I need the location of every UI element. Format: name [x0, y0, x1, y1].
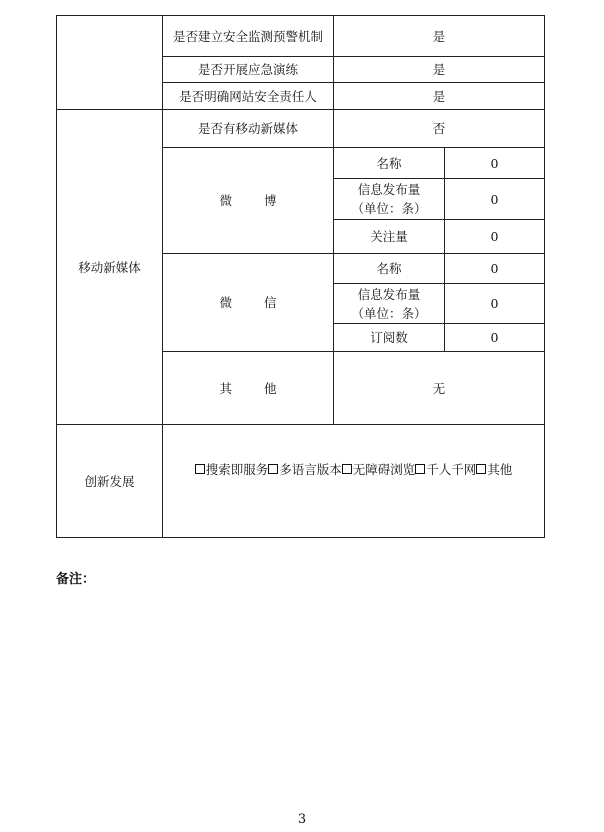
- option-other[interactable]: 其他: [476, 460, 512, 478]
- wechat-name-label: 名称: [376, 261, 402, 276]
- checkbox-icon[interactable]: [268, 464, 278, 474]
- weibo-posts-value: 0: [490, 191, 499, 207]
- other-media-value: 无: [432, 380, 446, 396]
- security-owner-value: 是: [432, 88, 446, 104]
- has-mobile-media-label: 是否有移动新媒体: [197, 121, 298, 136]
- wechat-label: 微 信: [219, 295, 291, 310]
- has-mobile-media-value: 否: [432, 121, 446, 136]
- wechat-subscribe-label: 订阅数: [370, 330, 408, 345]
- other-media-label: 其 他: [219, 380, 291, 396]
- checkbox-icon[interactable]: [195, 464, 205, 474]
- wechat-posts-value: 0: [490, 296, 499, 311]
- innovation-options: [163, 460, 544, 478]
- option-multilingual[interactable]: 多语言版本: [268, 460, 342, 478]
- checkbox-icon[interactable]: [342, 464, 352, 474]
- security-monitoring-value: 是: [432, 28, 446, 44]
- emergency-drill-label: 是否开展应急演练: [197, 62, 298, 77]
- weibo-follow-label: 关注量: [370, 229, 408, 244]
- emergency-drill-value: 是: [432, 62, 446, 77]
- weibo-name-value: 0: [490, 155, 499, 171]
- innovation-section-label: 创新发展: [84, 473, 135, 489]
- wechat-name-value: 0: [490, 261, 499, 276]
- option-search-as-service[interactable]: 搜索即服务: [195, 460, 269, 478]
- weibo-name-label: 名称: [376, 155, 402, 171]
- option-accessibility[interactable]: 无障碍浏览: [342, 460, 416, 478]
- checkbox-icon[interactable]: [415, 464, 425, 474]
- checkbox-icon[interactable]: [476, 464, 486, 474]
- weibo-posts-label: 信息发布量（单位：条）: [351, 182, 427, 216]
- remark-label: 备注：: [56, 572, 96, 587]
- weibo-follow-value: 0: [490, 229, 499, 244]
- page-number: 3: [297, 812, 307, 827]
- option-personalized[interactable]: 千人千网: [415, 460, 476, 478]
- wechat-posts-label: 信息发布量（单位：条）: [351, 286, 427, 321]
- wechat-subscribe-value: 0: [490, 330, 499, 345]
- security-owner-label: 是否明确网站安全责任人: [179, 88, 317, 104]
- mobile-media-section-label: 移动新媒体: [78, 259, 141, 275]
- weibo-label: 微 博: [219, 193, 291, 208]
- security-monitoring-label: 是否建立安全监测预警机制: [173, 28, 324, 44]
